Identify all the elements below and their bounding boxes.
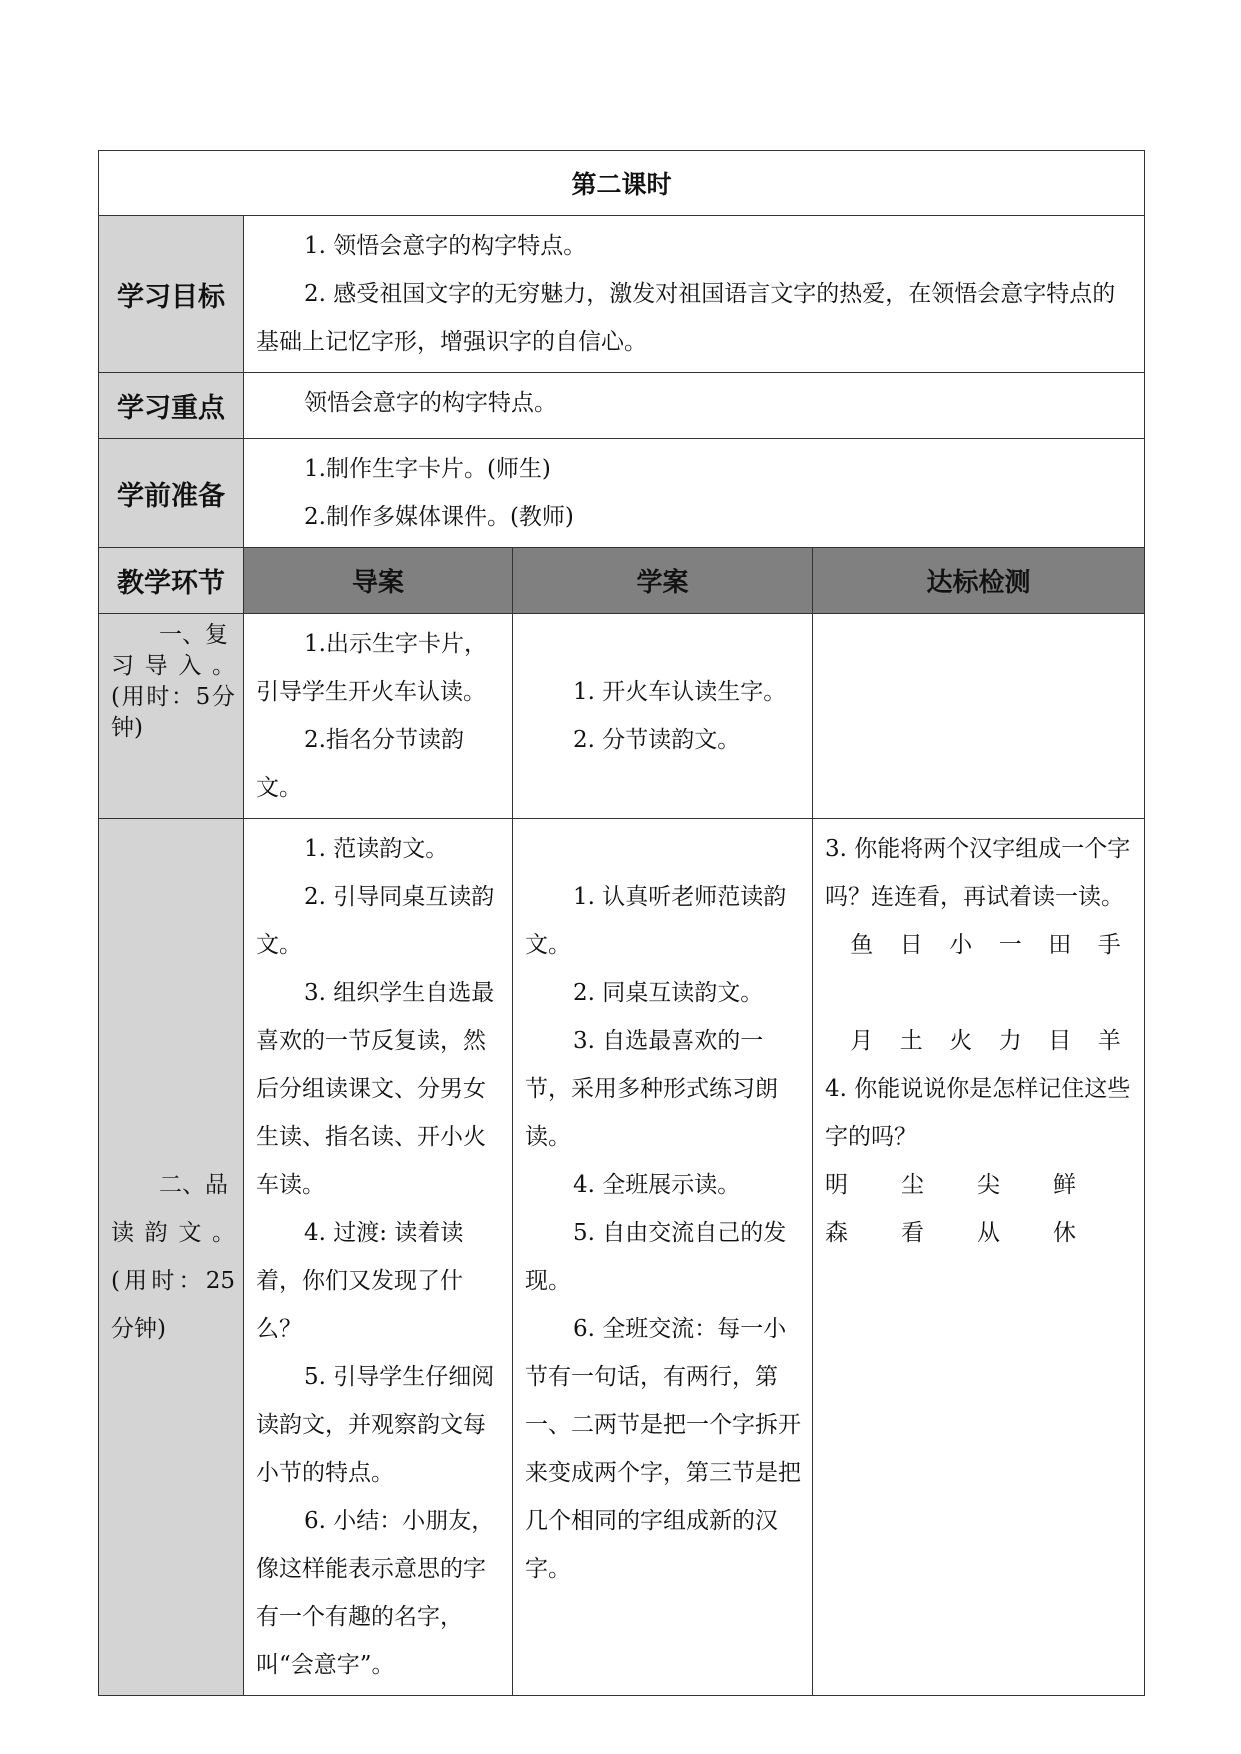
char: 小 — [949, 932, 973, 958]
char-row-2 — [825, 1017, 1134, 1065]
char-row-4 — [825, 1209, 1134, 1257]
char: 力 — [998, 1028, 1022, 1054]
char: 田 — [1048, 932, 1072, 958]
stage2-study-item: 1. 认真听老师范读韵文。 — [525, 884, 787, 958]
char: 鲜 — [1053, 1172, 1076, 1198]
char: 森 — [825, 1220, 848, 1246]
char-row-3 — [825, 1161, 1134, 1209]
stage1-name — [99, 614, 244, 819]
char: 日 — [899, 932, 923, 958]
lesson-title: 第二课时 — [99, 151, 1145, 216]
check-question-3: 3. 你能将两个汉字组成一个字吗？连连看，再试着读一读。 — [825, 836, 1131, 910]
char: 鱼 — [850, 932, 874, 958]
stage2-guide-item: 2. 引导同桌互读韵文。 — [256, 884, 495, 958]
preparation-item: 2.制作多媒体课件。(教师) — [304, 504, 574, 530]
char: 明 — [825, 1172, 848, 1198]
stage2-name-a: 二、品 — [159, 1172, 228, 1198]
char: 羊 — [1097, 1028, 1121, 1054]
focus-text: 领悟会意字的构字特点。 — [304, 390, 557, 416]
preparation-label: 学前准备 — [99, 439, 244, 548]
header-check: 达标检测 — [813, 548, 1145, 614]
header-study: 学案 — [513, 548, 813, 614]
char: 手 — [1097, 932, 1121, 958]
stage2-study-item: 6. 全班交流：每一小节有一句话，有两行，第一、二两节是把一个字拆开来变成两个字，第三节是把几个相同的字组成新的汉字。 — [525, 1316, 801, 1582]
check-question-4: 4. 你能说说你是怎样记住这些字的吗？ — [825, 1076, 1131, 1150]
stage2-guide-item: 4. 过渡: 读着读着，你们又发现了什么？ — [256, 1220, 464, 1342]
stage2-name-b: 读 韵 文 。(用时：25分钟) — [111, 1220, 235, 1342]
header-guide: 导案 — [244, 548, 513, 614]
stage2-study-item: 3. 自选最喜欢的一节，采用多种形式练习朗读。 — [525, 1028, 778, 1150]
stage1-check — [813, 614, 1145, 819]
lesson-plan-table — [98, 150, 1145, 1696]
stage2-guide-item: 5. 引导学生仔细阅读韵文，并观察韵文每小节的特点。 — [256, 1364, 495, 1486]
focus-content — [244, 373, 1145, 439]
char: 月 — [850, 1028, 874, 1054]
preparation-item: 1.制作生字卡片。(师生) — [304, 456, 551, 482]
stage1-study — [513, 614, 813, 819]
stage2-study-item: 5. 自由交流自己的发现。 — [525, 1220, 787, 1294]
objective-item: 2. 感受祖国文字的无穷魅力，激发对祖国语言文字的热爱，在领悟会意字特点的基础上记忆字形，增强识字的自信心。 — [256, 281, 1116, 355]
stage2-guide — [244, 819, 513, 1696]
char: 一 — [998, 932, 1022, 958]
char: 尘 — [901, 1172, 924, 1198]
stage2-study-item: 2. 同桌互读韵文。 — [573, 980, 764, 1006]
preparation-content — [244, 439, 1145, 548]
stage1-guide-item: 2.指名分节读韵文。 — [256, 727, 464, 801]
stage1-study-item: 2. 分节读韵文。 — [573, 727, 741, 753]
stage2-name — [99, 819, 244, 1696]
stage2-guide-item: 3. 组织学生自选最喜欢的一节反复读，然后分组读课文、分男女生读、指名读、开小火车读。 — [256, 980, 495, 1198]
stage1-name-a: 一、复 — [159, 622, 228, 648]
char-row-1 — [825, 921, 1134, 969]
stage1-study-item: 1. 开火车认读生字。 — [573, 679, 787, 705]
objectives-content — [244, 216, 1145, 373]
stage2-guide-item: 1. 范读韵文。 — [304, 836, 449, 862]
stage2-guide-item: 6. 小结：小朋友，像这样能表示意思的字有一个有趣的名字，叫“会意字”。 — [256, 1508, 495, 1678]
stage2-study — [513, 819, 813, 1696]
char: 目 — [1048, 1028, 1072, 1054]
stage2-check — [813, 819, 1145, 1696]
focus-label: 学习重点 — [99, 373, 244, 439]
char: 看 — [901, 1220, 924, 1246]
char: 火 — [949, 1028, 973, 1054]
char: 尖 — [977, 1172, 1000, 1198]
char: 从 — [977, 1220, 1000, 1246]
stage1-guide-item: 1.出示生字卡片，引导学生开火车认读。 — [256, 631, 487, 705]
stage2-study-item: 4. 全班展示读。 — [573, 1172, 741, 1198]
char: 土 — [899, 1028, 923, 1054]
stage1-name-b: 习 导 入 。(用时：5分钟) — [111, 653, 235, 741]
header-stage: 教学环节 — [99, 548, 244, 614]
char: 休 — [1053, 1220, 1076, 1246]
objectives-label: 学习目标 — [99, 216, 244, 373]
stage1-guide — [244, 614, 513, 819]
objective-item: 1. 领悟会意字的构字特点。 — [304, 233, 587, 259]
